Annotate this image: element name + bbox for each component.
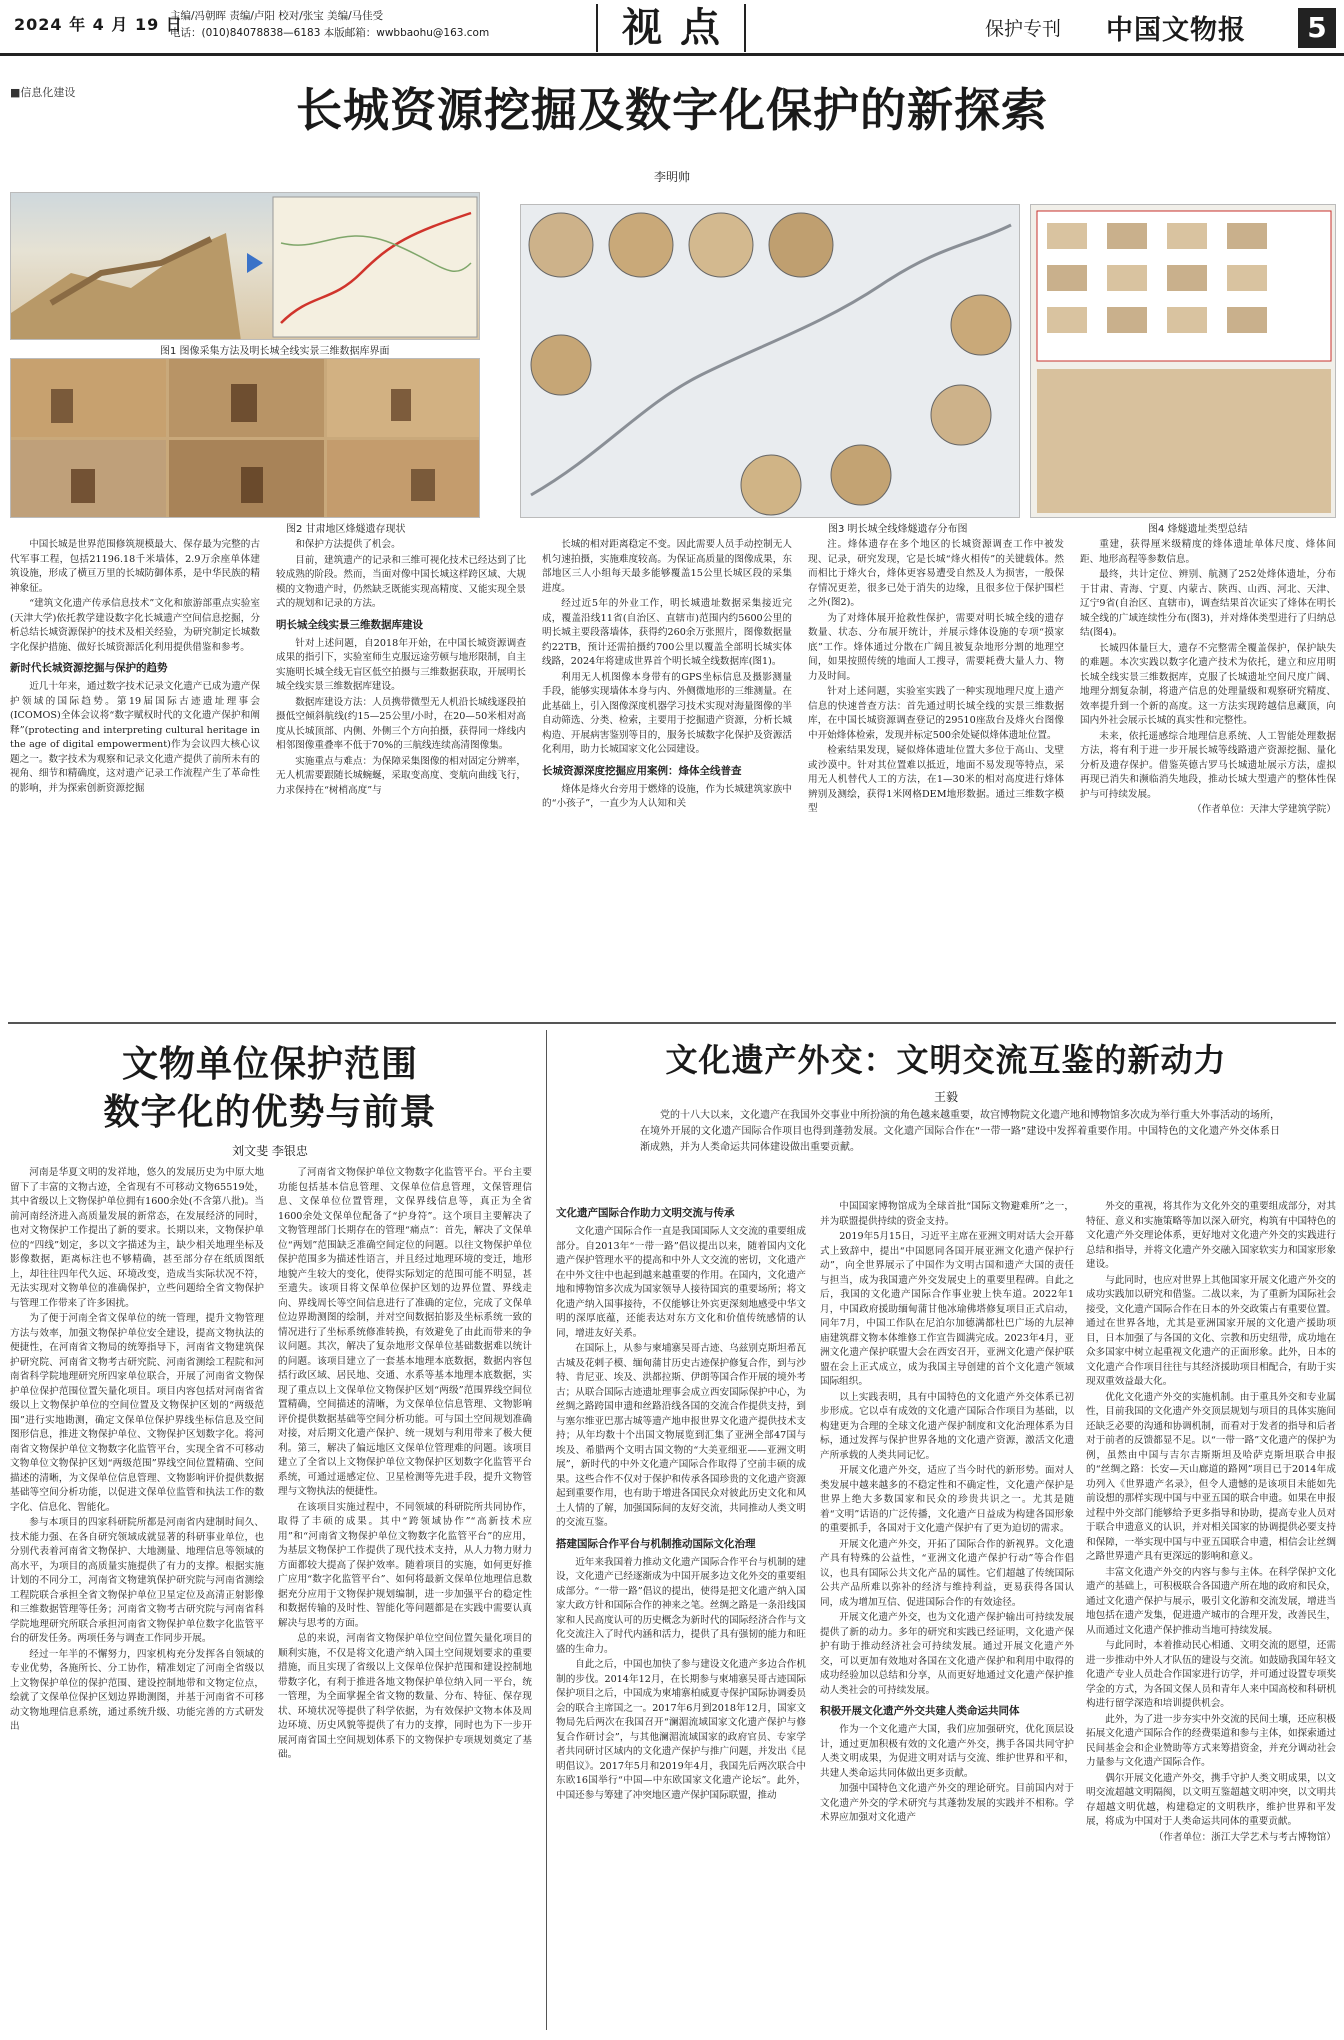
paragraph: 为了对烽体展开抢救性保护，需要对明长城全线的遗存数量、状态、分布展开统计，并展示烽体设施的专项“摸家底”工作。烽体通过分散在广阔且被复杂地形分割的地理空间，如果按照传统的地面人工搜寻，需要耗费大量人力、物力及时间。 xyxy=(808,612,1064,682)
figure1-image xyxy=(10,192,480,340)
page-number: 5 xyxy=(1298,8,1336,48)
article1-author: 李明帅 xyxy=(653,170,690,184)
paragraph: 了河南省文物保护单位文物数字化监管平台。平台主要功能包括基本信息管理、文保单位信息管理，文保管理信息、文保单位位置管理，文保界线信息等，真正为全省1600余处文保单位配备了“护身符”。这个项目主要解决了文物管理部门长期存在的管理“痛点”：首先，解决了文保单位“两划”范围缺乏准确空间定位的问题。以往文物保护单位保护范围多为描述性语言，并且经过地理环境的变迁，地形地貌产生较大的变化，使得实际划定的范围可能不明显，甚至遗失。该项目将文保单位保护区划的边界位置、界线走向、界线周长等空间信息进行了准确的定位，完成了文保单位边界勘测图的绘制，并对空间数据拍影及坐标系统一致的情况进行了坐标系统修准转换，有效避免了由此而带来的争议问题。其次，解决了复杂地形文保单位基础数据难以统计的问题。该项目建立了一套基本地理本底数据，数据内容包括行政区域、居民地、交通、水系等基本地理本底数据，实现了重点以上文保单位文物保护区划“两级”范围界线空间位置精确，空间描述的清晰，为文保单位信息管理、文物影响评价提供数据基础等空间分析功能。可与国土空间规划准确对接，对后期文化遗产保护、统一规划与利用带来了极大便利。第三，解决了偏远地区文保单位管理难的问题。该项目建立了全省以上文物保护单位文物保护区划数字化监管平台系统，可通过遥感定位、卫星检测等先进手段，提升文物管理与文物执法的便捷性。 xyxy=(278,1167,532,1497)
newspaper-logo: 中国文物报 xyxy=(1106,15,1246,46)
paragraph: 重建，获得厘米级精度的烽体遗址单体尺度、烽体间距、地形高程等参数信息。 xyxy=(1080,539,1336,565)
paragraph: 为了便于河南全省文保单位的统一管理，提升文物管理方法与效率，加强文物保护单位安全建设，提高文物执法的便捷性，在河南省文物局的统筹指导下，河南省文物建筑保护研究院、河南省文物考古研究院、河南省测绘工程院和河南省科学院地理研究所四家单位联合，开展了河南省文物保护单位保护范围位置矢量化项目。项目内容包括对河南省省级以上文物保护单位的空间位置及文物保护区划的“两级范围”进行实地勘测，确定文保单位保护界线坐标信息及空间图形信息，推进文物保护单位、文物保护区划数字化。将河南省文物保护单位文物数字化监管平台，实现全省不可移动文物单位文物保护区划“两级范围”界线空间位置精确、空间描述的清晰，为文保单位信息管理、文物影响评价提供数据基础等空间分析功能，以促进文保单位监管和执法工作的数字化、信息化、智能化。 xyxy=(10,1313,264,1513)
paragraph: 和保护方法提供了机会。 xyxy=(295,539,401,550)
paragraph: 与此同时，也应对世界上其他国家开展文化遗产外交的成功实践加以研究和借鉴。二战以来，为了重新为国际社会接受，文化遗产国际合作在日本的外交政策占有重要位置。通过在世界各地，尤其是亚洲国家开展的文化遗产援助项目，日本加强了与各国的文化、宗教和历史纽带，成功地在众多国家中树立起重视文化遗产的正面形象。此外，日本的文化遗产合作项目往往与其经济援助项目相配合，有助于实现双重效益最大化。 xyxy=(1086,1274,1336,1387)
paragraph: 参与本项目的四家科研院所都是河南省内建制时间久、技术能力强、在各自研究领域成就显著的科研事业单位，也分别代表着河南省文物保护、大地测量、地理信息等领域的高水平，为项目的高质量实施提供了有力的支撑。根据实施计划的不同分工，河南省文物建筑保护研究院与河南省测绘工程院联合承担全省文物保护单位卫星定位及高清正射影像和三维数据管理等任务；河南省文物考古研究院与河南省科学院地理研究所联合承担河南省文物保护单位数字化监管平台的研发任务。两项任务与调查工作同步开展。 xyxy=(10,1517,264,1644)
article2-column2 xyxy=(278,1166,532,2028)
article2-title-line1: 文物单位保护范围 xyxy=(121,1043,418,1085)
editors-line: 主编/冯朝晖 责编/卢阳 校对/张宝 美编/马佳受 xyxy=(170,10,384,22)
paragraph: 自此之后，中国也加快了参与建设文化遗产多边合作机制的步伐。2014年12月，在长期参与柬埔寨吴哥古迹国际保护项目之后，中国成为柬埔寨柏威夏寺保护国际协调委员会的联合主席国之一。2017年6月到2018年12月，国家文物局先后两次在我国召开“澜湄流域国家文化遗产保护与修复合作研讨会”，与其他澜湄流域国家的政府官员、专家学者共同研讨区域内的文化遗产保护与推广问题，并发出《昆明倡议》。2017年5月和2019年4月，我国先后两次联合中东欧16国举行“中国—中东欧国家文化遗产论坛”。此外，中国还参与筹建了冲突地区遗产保护国际联盟，推动 xyxy=(556,1659,806,1801)
paragraph: 开展文化遗产外交，开拓了国际合作的新视界。文化遗产具有特殊的公益性，“亚洲文化遗产保护行动”等合作倡议，也具有国际公共文化产品的属性。它们超越了传统国际公共产品所难以弥补的经济与维持利益，更易获得各国认同，成为增加互信、促进国际合作的有效途径。 xyxy=(820,1538,1074,1608)
article3-column2 xyxy=(820,1200,1074,2028)
paragraph: 优化文化遗产外交的实施机制。由于重具外交和专业属性，目前我国的文化遗产外交顶层规划与项目的具体实施间还缺乏必要的沟通和协调机制，而看对于发者的指导和后者对于前者的反馈都显不足。以“一带一路”文化遗产的保护为例，虽然由中国与吉尔吉斯斯坦及哈萨克斯坦联合申报的“丝绸之路：长安—天山廊道的路网”项目已于2014年成功列入《世界遗产名录》，但令人遗憾的是该项目未能如先前设想的那样实现中国与中亚五国的联合申遗。如果在申报过程中外交部门能够给予更多指导和协助，提高专业人员对于联合申遗意义的认识，并对相关国家的协调提供必要支持和保障，一举实现中国与中亚五国联合申遗，相信会让丝绸之路世界遗产具有更深远的影响和意义。 xyxy=(1086,1391,1336,1562)
article1-column4 xyxy=(808,538,1064,1016)
figure1-caption: 图1 图像采集方法及明长城全线实景三维数据库界面 xyxy=(160,346,390,357)
author-affiliation: （作者单位：浙江大学艺术与考古博物馆） xyxy=(1153,1831,1336,1843)
issue-date: 2024 年 4 月 19 日 xyxy=(14,15,183,34)
figure3-caption: 图3 明长城全线烽燧遗存分布图 xyxy=(828,524,968,535)
figure4-chart xyxy=(1030,204,1336,518)
article3-column1 xyxy=(556,1200,806,2028)
article1-column5 xyxy=(1080,538,1336,1016)
article3-author: 王毅 xyxy=(933,1090,958,1104)
paragraph: 长城的相对距离稳定不变。因此需要人员手动控制无人机匀速拍摄，实施难度较高。为保证高质量的图像成果，东部地区三人小组每天最多能够覆盖15公里长城区段的采集进度。 xyxy=(542,539,792,594)
paragraph: 作为一个文化遗产大国，我们应加强研究，优化顶层设计，通过更加积极有效的文化遗产外交，携手各国共同守护人类文明成果，为促进文明对话与交流、维护世界和平和，共建人类命运共同体做出更多贡献。 xyxy=(820,1724,1074,1779)
subheading: 文化遗产国际合作助力文明交流与传承 xyxy=(556,1207,735,1219)
figure1-graphic xyxy=(11,193,480,340)
paragraph: 经过近5年的外业工作，明长城遗址数据采集接近完成，覆盖沿线11省(自治区、直辖市)范围内约5600公里的明长城主要段落墙体，获得约260余万张照片，图像数据量约22TB，预计还需拍摄约700公里以覆盖全部明长城实体线路，2024年将建成世界首个明长城全线数据库(图1)。 xyxy=(542,598,792,667)
paragraph: 开展文化遗产外交，适应了当今时代的新形势。面对人类发展中越来越多的不稳定性和不确定性，文化遗产保护是世界上绝大多数国家和民众的珍贵共识之一。尤其是随着“文明”话语的广泛传播，文化遗产日益成为构建各国形象的重要抓手，各国对于文化遗产保护有了更为迫切的需求。 xyxy=(820,1465,1074,1534)
paragraph: 开展文化遗产外交，也为文化遗产保护输出可持续发展提供了新的动力。多年的研究和实践已经证明，文化遗产保护有助于推动经济社会可持续发展。通过开展文化遗产外交，可以更加有效地对各国在文化遗产保护和利用中取得的成功经验加以总结和分享，从而更好地通过文化遗产保护推动人类社会的可持续发展。 xyxy=(820,1612,1074,1696)
article3-title: 文化遗产外交：文明交流互鉴的新动力 xyxy=(665,1041,1227,1079)
page-header xyxy=(0,0,1344,56)
figure4-caption: 图4 烽燧遗址类型总结 xyxy=(1148,524,1248,535)
paragraph: 针对上述问题，自2018年开始，在中国长城资源调查成果的指引下，实验室师生克服远途劳顿与地形限制，自主实施明长城全线无盲区低空拍摄与三维数据获取，开展明长城全线实景三维数据库建设。 xyxy=(276,637,526,692)
subheading: 搭建国际合作平台与机制推动国际文化治理 xyxy=(556,1537,756,1550)
figure2-image xyxy=(10,358,480,518)
article1-column2 xyxy=(276,538,526,1016)
paragraph: 外交的重视，将其作为文化外交的重要组成部分，对其特征、意义和实施策略等加以深入研究，构筑有中国特色的文化遗产外交理论体系，更好地对文化遗产外交的实践进行总结和指导，并将文化遗产外交融入国家软实力和国家形象建设。 xyxy=(1086,1201,1336,1270)
subheading: 新时代长城资源挖掘与保护的趋势 xyxy=(10,662,168,674)
figure4-graphic xyxy=(1031,205,1336,518)
section-title: 视点 xyxy=(596,4,746,52)
paragraph: 总的来说，河南省文物保护单位空间位置矢量化项目的顺利实施，不仅是将文化遗产纳入国土空间规划要求的重要措施，而且实现了省级以上文保单位保护范围和建设控制地带数字化，有利于推进各地文物保护单位纳入同一平台，统一管理，为全面掌握全省文物的数量、分布、特征、保存现状、环境状况等提供了科学依据，为有效保护文物本体及周边环境、历史风貌等提供了有力的支撑，同时也为下一步开展河南省国土空间规划体系下的文物保护专项规划奠定了基础。 xyxy=(278,1633,532,1760)
subheading: 积极开展文化遗产外交共建人类命运共同体 xyxy=(820,1705,1020,1717)
lead-paragraph: 党的十八大以来，文化遗产在我国外交事业中所扮演的角色越来越重要，故宫博物院文化遗产地和博物馆多次成为举行重大外事活动的场所，在境外开展的文化遗产国际合作项目也得到蓬勃发展。文化遗产国际合作在“一带一路”建设中发挥着重要作用。中国特色的文化遗产外交体系日渐成熟，并为人类命运共同体建设做出重要贡献。 xyxy=(640,1110,1280,1153)
article-tag: ■信息化建设 xyxy=(10,86,76,99)
article2-title xyxy=(10,1040,530,1136)
figure2-graphic xyxy=(11,359,480,518)
article3-column3 xyxy=(1086,1200,1336,2028)
paragraph: 利用无人机图像本身带有的GPS坐标信息及摄影测量手段，能够实现墙体本身与内、外侧微地形的三维测量。在此基础上，引入图像深度机器学习技术实现对海量图像的半自动筛选、分类、检索，主要用于挖掘遗产资源，分析长城构造、开展病害鉴别等目的，服务长城数字化保护及资源活化利用，助力长城国家文化公园建设。 xyxy=(542,671,792,755)
paragraph: 偶尔开展文化遗产外交，携手守护人类文明成果，以文明交流超越文明隔阂，以文明互鉴超越文明冲突，以文明共存超越文明优越，构建稳定的文明秩序，维护世界和平发展，将成为中国对于人类命运共同体的重要贡献。 xyxy=(1086,1772,1336,1827)
contact-line: 电话：(010)84078838—6183 本版邮箱：wwbbaohu@163.com xyxy=(170,27,490,39)
figure3-graphic xyxy=(521,205,1020,518)
column-divider xyxy=(546,1030,547,2030)
paragraph: 针对上述问题，实验室实践了一种实现地理尺度上遗产信息的快速普查方法：首先通过明长城全线的实景三维数据库，在中国长城资源调查登记的29510座敌台及烽火台图像中开始烽体检索，发现并标定500余处疑似烽体遗址位置。 xyxy=(808,686,1064,741)
paragraph: 检索结果发现，疑似烽体遗址位置大多位于高山、戈壁或沙漠中。针对其位置难以抵近，地面不易发现等特点，采用无人机替代人工的方法，在1—30米的相对高度进行烽体辨别及测绘，获得1米网格DEM地形数据。通过三维数字模型 xyxy=(808,745,1064,814)
section-divider xyxy=(8,1022,1336,1024)
paragraph: 此外，为了进一步夯实中外交流的民间土壤，还应积极拓展文化遗产国际合作的经费渠道和参与主体，如探索通过民间基金会和企业赞助等方式来筹措资金，并充分调动社会力量参与文化遗产国际合作。 xyxy=(1086,1713,1336,1768)
paragraph: 近几十年来，通过数字技术记录文化遗产已成为遗产保护领域的国际趋势。第19届国际古迹遗址理事会(ICOMOS)全体会议将“数字赋权时代的文化遗产保护和阐释”(protecting and interpreting cultural heritage in the age of digital empowerment)作为会议四大核心议题之一。数字技术为观察和记录文化遗产提供了前所未有的视角、细节和精确度，这对遗产记录工作流程产生了革命性的影响，并为探索创新资源挖掘 xyxy=(10,681,260,794)
author-affiliation: （作者单位：天津大学建筑学院） xyxy=(1192,804,1336,815)
paragraph: 加强中国特色文化遗产外交的理论研究。目前国内对于文化遗产外交的学术研究与其蓬勃发展的实践并不相称。学术界应加强对文化遗产 xyxy=(820,1783,1074,1823)
paragraph: 文化遗产国际合作一直是我国国际人文交流的重要组成部分。自2013年“一带一路”倡议提出以来，随着国内文化遗产保护管理水平的提高和中外人文交流的密切，文化遗产在中外文往中也起到越来越重要的作用。在国内，文化遗产地和博物馆多次成为国家领导人接待国宾的重要场所；将文化遗产纳入国事接待，不仅能够让外宾更深刻地感受中华文明的深厚底蕴，还能表达对东方文化和价值传统感情的认同，增进友好关系。 xyxy=(556,1226,806,1339)
editors-info xyxy=(170,8,489,42)
paragraph: 未来，依托遥感综合地理信息系统、人工智能处理数据方法，将有利于进一步开展长城等线路遗产资源挖掘、量化分析及遗存保护。借鉴英德古罗马长城遗址展示方法，虚拟再现已消失和濒临消失地段，推动长城大型遗产的整体性保护与可持续发展。 xyxy=(1080,730,1336,800)
paragraph: 长城四体量巨大，遗存不完整需全覆盖保护，保护缺失的难题。本次实践以数字化遗产技术为依托，建立和应用明长城全线实景三维数据库，克服了长城遗址空间尺度广阔、地理分割复杂制，将遗产信息的处理量级和观察研究精度、效率提升到一个新的高度。这一方法实现跨越信息藏顶，向国内外社会展示长城的真实性和完整性。 xyxy=(1080,642,1336,726)
paragraph: 2019年5月15日，习近平主席在亚洲文明对话大会开幕式上致辞中，提出“中国愿同各国开展亚洲文化遗产保护行动”，向全世界展示了中国作为文明古国和遗产大国的责任与担当，成为我国遗产外交发展史上的重要里程碑。自此之后，我国的文化遗产国际合作事业驶上快车道。2022年1月，中国政府援助缅甸蒲甘他冰瑜佛塔修复项目正式启动，同年7月，中国工作队在尼泊尔加德满都杜巴广场的九层神庙建筑群文物本体维修工作宣告圆满完成。2023年4月，亚洲文化遗产保护联盟大会在西安召开，亚洲文化遗产保护联盟在会上正式成立，成为我国主导创建的首个文化遗产领域国际组织。 xyxy=(820,1231,1074,1387)
article2-column1 xyxy=(10,1166,264,2028)
paragraph: 以上实践表明，具有中国特色的文化遗产外交体系已初步形成。它以卓有成效的文化遗产国际合作项目为基础，以构建更为合理的全球文化遗产保护制度和文化治理体系为目标，通过发挥与保护世界各地的文化遗产资源，激活文化遗产所承载的人类共同记忆。 xyxy=(820,1391,1074,1461)
paragraph: 经过一年半的不懈努力，四家机构充分发挥各自领域的专业优势，各施所长、分工协作，精准划定了河南全省级以上文物保护单位的保护范围、建设控制地带和文物定位点，绘就了文保单位保护区划边界勘测图，并基于河南省不可移动文物地理信息系统，通过系统升级、功能完善的方式研发出 xyxy=(10,1648,264,1732)
paragraph: 中国长城是世界范围修筑规模最大、保存最为完整的古代军事工程，包括21196.18千米墙体，2.9万余座单体建筑设施，形成了横亘万里的长城防御体系，是中华民族的精神象征。 xyxy=(10,539,260,594)
article1-title: 长城资源挖掘及数字化保护的新探索 xyxy=(296,83,1048,137)
paragraph: 数据库建设方法：人员携带微型无人机沿长城线逐段拍摄低空倾斜航线(约15—25公里/小时，在20—50米相对高度从长城顶部、内侧、外侧三个方向拍摄，获得同一烽线内相邻图像重叠率不低于70%的三航线连续高清图像集。 xyxy=(276,696,526,751)
paragraph: 在国际上，从参与柬埔寨吴哥古迹、乌兹别克斯坦希瓦古城及花剌子模、缅甸蒲甘历史古迹保护修复合作，到与沙特、肯尼亚、埃及、洪都拉斯、伊朗等国合作开展的境外考古；从联合国际古迹遗址理事会成立西安国际保护中心，为丝绸之路跨国申遗和丝路沿线各国的交流合作提供支持，到与塞尔维亚巴那古城等遗产地申报世界文化遗产提供技术支持；从年均数十个出国文物展览到汇集了亚洲全部47国与埃及、希腊两个文明古国文物的“大美亚细亚——亚洲文明展”，新时代的中外文化遗产国际合作取得了空前丰硕的成果。这些合作不仅对于保护和传承各国珍贵的文化遗产资源起到重要作用，也有助于增进各国民众对彼此历史文化和风土人情的了解，加强国际间的友好交流，共同推动人类文明的交流互鉴。 xyxy=(556,1343,806,1528)
paragraph: 实施重点与难点：为保障采集图像的相对固定分辨率，无人机需要跟随长城蜿蜒，采取变高度、变航向曲线飞行，力求保持在“树梢高度”与 xyxy=(276,755,526,796)
article1-column1 xyxy=(10,538,260,1016)
paragraph: 近年来我国着力推动文化遗产国际合作平台与机制的建设，文化遗产已经逐渐成为中国开展多边文化外交的重要组成部分。“一带一路”倡议的提出，使得是把文化遗产纳入国家大政方针和国际合作的神来之笔。丝绸之路是一条沿线国家和人民高度认可的历史概念为新时代的国际经济合作与文化交流注入了时代内涵和活力，提供了具有强韧的能力和旺盛的生命力。 xyxy=(556,1556,806,1655)
article1-column3 xyxy=(542,538,792,1016)
paragraph: 目前，建筑遗产的记录和三维可视化技术已经达到了比较成熟的阶段。然而，当面对像中国长城这样跨区域、大规模的文物遗产时，仍然缺乏既能实现高精度、又能实现全景式的规划和记录的方法。 xyxy=(276,554,526,609)
article3-lead xyxy=(640,1108,1280,1188)
paragraph: 注。烽体遗存在多个地区的长城资源调查工作中被发现、记录，研究发现，它是长城“烽火相传”的关键载体。然而相比于烽火台，烽体更容易遭受自然及人为损害，一般保存情况更差，很多已处于消失的边缘，且很多位于保护围栏之外(图2)。 xyxy=(808,539,1064,608)
article2-author: 刘文斐 李银忠 xyxy=(232,1144,308,1158)
article2-title-line2: 数字化的优势与前景 xyxy=(103,1091,437,1133)
paragraph: 烽体是烽火台旁用于燃烽的设施，作为长城建筑家族中的“小孩子”，一直少为人认知和关 xyxy=(542,783,792,809)
figure3-map xyxy=(520,204,1020,518)
special-edition-label: 保护专刊 xyxy=(985,18,1062,40)
paragraph: 与此同时，本着推动民心相通、文明交流的愿望，还需进一步推动中外人才队伍的建设与交流。如鼓励我国年轻文化遗产专业人员赴合作国家进行访学，并可通过设置专项奖学金的方式，为各国文保人员和青年人来中国高校和科研机构进行留学深造和培训提供机会。 xyxy=(1086,1640,1336,1709)
figure2-caption: 图2 甘肃地区烽燧遗存现状 xyxy=(286,524,406,535)
paragraph: 在该项目实施过程中，不同领域的科研院所共同协作，取得了丰硕的成果。其中“跨领域协作”“高新技术应用”和“河南省文物保护单位文物数字化监管平台”的应用，为基层文物保护工作提供了现代技术支持，从人力物力财力方面都较大提高了保护效率。随着项目的实施，如何更好推广应用“数字化监管平台”、如何将最新文保单位地理信息数据充分应用于文物保护规划编制，进一步加强平台的稳定性和数据传输的及时性、智能化等问题都是在实践中需要认真解决与思考的方面。 xyxy=(278,1501,532,1629)
paragraph: 最终，共计定位、辨别、航测了252处烽体遗址，分布于甘肃、青海、宁夏、内蒙古、陕西、山西、河北、天津、辽宁9省(自治区、直辖市)，调查结果首次证实了烽体在明长城全线的广域连续性分布(图3)，并对烽体类型进行了归纳总结(图4)。 xyxy=(1080,569,1336,638)
paragraph: 丰富文化遗产外交的内容与参与主体。在科学保护文化遗产的基础上，可积极联合各国遗产所在地的政府和民众，通过文化遗产保护与展示，吸引文化游和交流发展，增进当地包括在遗产发集，促进遗产城市的合理开发，改善民生，从而通过文化遗产保护推动当地可持续发展。 xyxy=(1086,1566,1336,1636)
paragraph: 河南是华夏文明的发祥地，悠久的发展历史为中原大地留下了丰富的文物古迹，全省现有不可移动文物65519处，其中省级以上文物保护单位拥有1600余处(不含第八批)。当前河南经济进入高质量发展的新常态，在发展经济的同时，也对文物保护工作提出了新的要求。长期以来，文物保护单位的“四线”划定，多以文字描述为主，缺少相关地理坐标及影像数据，距离标注也不够精确，甚至部分存在纸质图纸上，却往往四年代久远、环境改变，造成当实际状况不符，无法实现对文物单位的准确保护，立些问题给全省文物保护与管理工作带来了许多困扰。 xyxy=(10,1167,264,1309)
paragraph: “建筑文化遗产传承信息技术”文化和旅游部重点实验室(天津大学)依托教学建设数字化长城遗产空间信息挖掘，分析总结长城资源保护的技术及相关经验，为研究制定长城数字化保护措施、做好长城资源活化利用提供借鉴和参考。 xyxy=(10,598,260,653)
paragraph: 中国国家博物馆成为全球首批“国际文物避难所”之一，并为联盟提供持续的资金支持。 xyxy=(820,1201,1074,1227)
subheading: 长城资源深度挖掘应用案例：烽体全线普查 xyxy=(542,764,742,777)
subheading: 明长城全线实景三维数据库建设 xyxy=(276,618,423,631)
